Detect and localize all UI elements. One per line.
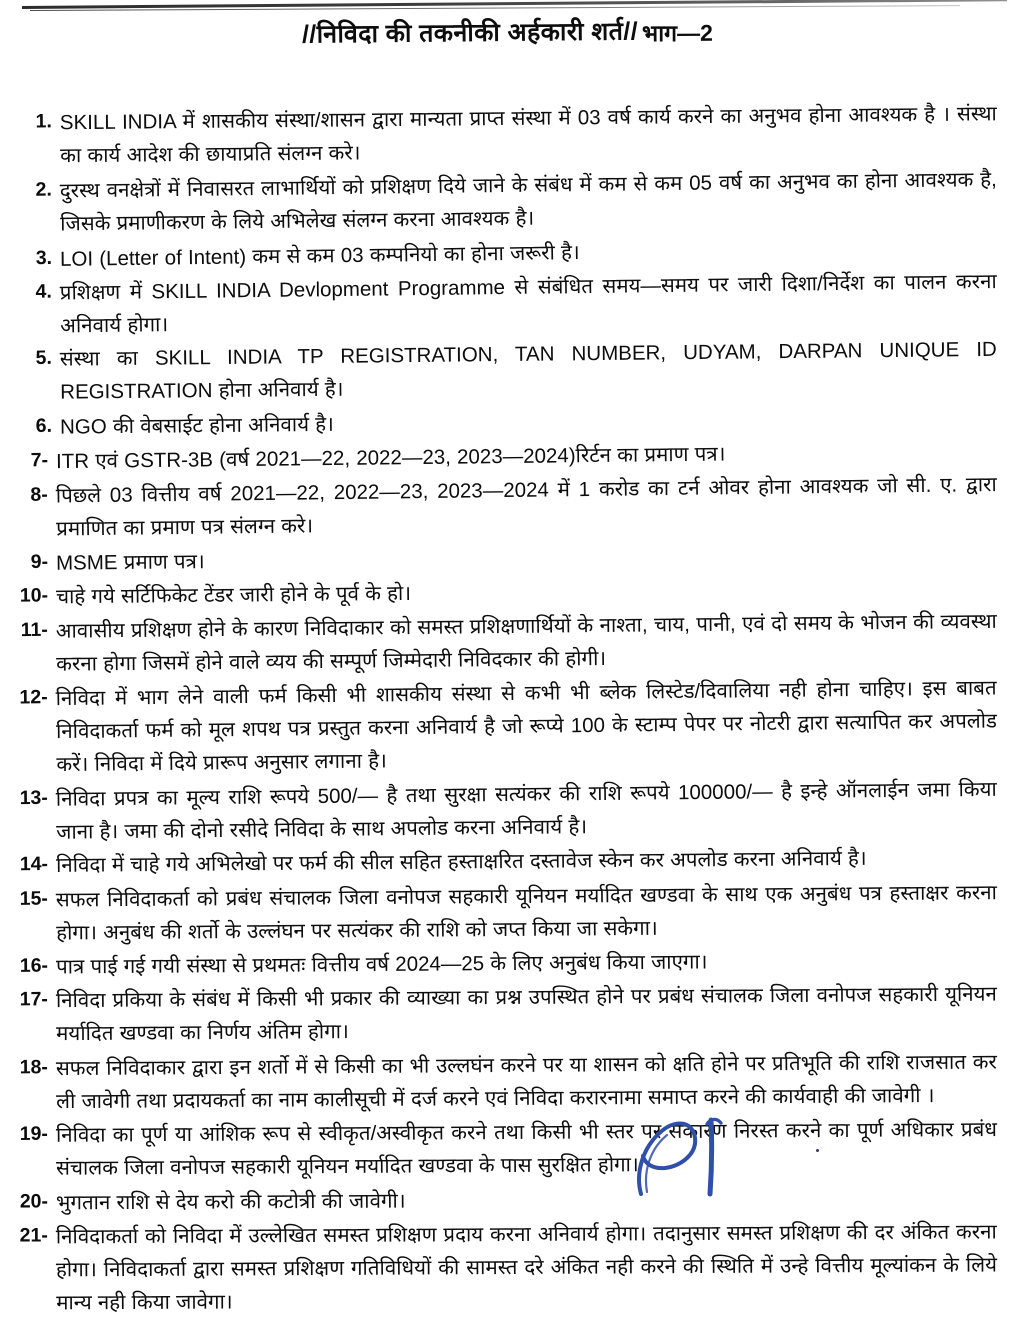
- condition-text: भुगतान राशि से देय करो की कटोत्री की जावेगी।: [55, 1189, 406, 1214]
- condition-item: [0, 1113, 1015, 1186]
- condition-number: 12-: [19, 686, 48, 709]
- condition-text: MSME प्रमाण पत्र।: [55, 549, 205, 575]
- condition-number: 8-: [30, 483, 48, 507]
- condition-text: सफल निविदाकर्ता को प्रबंध संचालक जिला वनोपज सहकारी यूनियन मर्यादित खण्डवा के साथ एक अनुबंध पत्र हस्ताक्षर करना होगा। अनुबंध की शर्तो के उल्लंघन पर सत्यंकर की राशि को जप्त किया जा सकेगा।: [55, 880, 997, 945]
- condition-text: ITR एवं GSTR-3B (वर्ष 2021—22, 2022—23, 2023—2024)रिर्टन का प्रमाण पत्र।: [55, 442, 726, 474]
- condition-number: 20-: [19, 1189, 49, 1213]
- condition-number: 11-: [20, 618, 48, 642]
- condition-item: [0, 97, 1015, 173]
- condition-text: संस्था का SKILL INDIA TP REGISTRATION, TAN NUMBER, UDYAM, DARPAN UNIQUE ID REGISTRATION होना अनिवार्य है।: [59, 338, 997, 405]
- signature-ink-dot: [816, 1149, 819, 1152]
- condition-number: 21-: [19, 1224, 48, 1247]
- condition-text: आवासीय प्रशिक्षण होने के कारण निविदाकार को समस्त प्रशिक्षणार्थियों के नाश्ता, चाय, पानी, एवं दो समय के भोजन की व्यवस्था करना होगा जिसमें होने वाले व्यय की सम्पूर्ण जिम्मेदारी निविदकार की होगी।: [55, 609, 997, 676]
- condition-text: पात्र पाई गई गयी संस्था से प्रथमतः वित्तीय वर्ष 2024—25 के लिए अनुबंध किया जाएगा।: [55, 950, 708, 979]
- condition-text: सफल निविदाकार द्वारा इन शर्तो में से किसी का भी उल्लघंन करने पर या शासन को क्षति होने पर प्रतिभूति की राशि राजसात कर ली जावेगी तथा प्रदायकर्ता का नाम कालीसूची में दर्ज करने एवं निविदा करारनामा समाप्त करने की कार्यवाही की जावेगी ।: [55, 1050, 997, 1114]
- condition-item: [0, 1215, 1015, 1320]
- condition-number: 1.: [35, 110, 52, 133]
- condition-number: 14-: [19, 853, 49, 876]
- condition-number: 4.: [35, 280, 52, 303]
- condition-text: NGO की वेबसाईट होना अनिवार्य है।: [59, 412, 335, 439]
- condition-item: [0, 605, 1015, 682]
- condition-number: 13-: [19, 786, 48, 810]
- condition-number: 3.: [35, 246, 53, 269]
- condition-item: [0, 1045, 1015, 1118]
- condition-text: निविदा में भाग लेने वाली फर्म किसी भी शासकीय संस्था से कभी भी ब्लेक लिस्टेड/दिवालिया नही होना चाहिए। इस बाबत निविदाकर्ता फर्म को मूल शपथ पत्र प्रस्तुत करना अनिवार्य है जो रूप्ये 100 के स्टाम्प पेपर पर नोटरी द्वारा सत्यापित कर अपलोड करें। निविदा में दिये प्रारूप अनुसार लगाना है।: [55, 676, 998, 777]
- document-subtitle: भाग—2: [642, 19, 714, 47]
- condition-item: [0, 773, 1015, 850]
- condition-number: 16-: [19, 954, 49, 977]
- condition-number: 5.: [35, 347, 52, 370]
- condition-text: दुरस्थ वनक्षेत्रों में निवासरत लाभार्थियों को प्रशिक्षण दिये जाने के संबंध में कम से कम 05 वर्ष का अनुभव का होना आवश्यक है, जिसके प्रमाणीकरण के लिये अभिलेख संलग्न करना आवश्यक है।: [59, 168, 997, 237]
- condition-number: 2.: [35, 178, 52, 202]
- condition-number: 18-: [19, 1055, 48, 1079]
- document-title: //निविदा की तकनीकी अर्हकारी शर्त//: [301, 17, 638, 49]
- condition-text: निविदा में चाहे गये अभिलेखो पर फर्म की सील सहित हस्ताक्षरित दस्तावेज स्केन कर अपलोड करना अनिवार्य है।: [55, 847, 867, 878]
- condition-text: LOI (Letter of Intent) कम से कम 03 कम्पनियो का होना जरूरी है।: [59, 240, 580, 271]
- condition-item: [0, 1181, 1015, 1220]
- condition-text: निविदाकर्ता को निविदा में उल्लेखित समस्त प्रशिक्षण प्रदाय करना अनिवार्य होगा। तदानुसार समस्त प्रशिक्षण की दर अंकित करना होगा। निविदाकर्ता द्वारा समस्त प्रशिक्षण गतिविधियों की सामस्त दरे अंकित नही करने की स्थिति में उन्हे वित्तीय मूल्यांकन के लिये मान्य नही किया जावेगा।: [55, 1220, 998, 1315]
- condition-item: [0, 672, 1015, 783]
- condition-text: प्रशिक्षण में SKILL INDIA Devlopment Programme से संबंधित समय—समय पर जारी दिशा/निर्देश का पालन करना अनिवार्य होगा।: [59, 270, 997, 338]
- condition-text: चाहे गये सर्टिफिकेट टेंडर जारी होने के पूर्व के हो।: [55, 581, 412, 609]
- condition-text: निविदा प्रपत्र का मूल्य राशि रूपये 500/— है तथा सुरक्षा सत्यंकर की राशि रूपये 100000/— है इन्हे ऑनलाईन जमा किया जाना है। जमा की दोनो रसीदे निविदा के साथ अपलोड करना अनिवार्य है।: [55, 777, 997, 844]
- condition-item: [0, 163, 1015, 242]
- condition-number: 7-: [30, 449, 49, 472]
- condition-item: [0, 333, 1015, 410]
- condition-number: 19-: [19, 1122, 48, 1146]
- condition-item: [0, 876, 1015, 950]
- condition-number: 6.: [35, 414, 53, 437]
- condition-number: 9-: [30, 550, 49, 573]
- condition-text: पिछले 03 वित्तीय वर्ष 2021—22, 2022—23, 2023—2024 में 1 करोड का टर्न ओवर होना आवश्यक जो सी. ए. द्वारा प्रमाणित का प्रमाण पत्र संलग्न करे।: [55, 473, 997, 541]
- condition-item: [0, 978, 1015, 1051]
- condition-number: 17-: [19, 988, 48, 1011]
- condition-number: 15-: [19, 887, 48, 910]
- conditions-list: [0, 102, 1015, 1318]
- document-header: [0, 14, 1015, 49]
- condition-text: निविदा प्रकिया के संबंध में किसी भी प्रकार की व्याख्या का प्रश्न उपस्थित होने पर प्रबंध संचालक जिला वनोपज सहकारी यूनियन मर्यादित खण्डवा का निर्णय अंतिम होगा।: [55, 982, 997, 1046]
- condition-item: [0, 468, 1015, 547]
- condition-text: SKILL INDIA में शासकीय संस्था/शासन द्वारा मान्यता प्राप्त संस्था में 03 वर्ष कार्य करने का अनुभव होना आवश्यक है । संस्था का कार्य आदेश की छायाप्रति संलग्न करे।: [59, 102, 997, 168]
- condition-number: 10-: [19, 584, 49, 607]
- condition-text: निविदा का पूर्ण या आंशिक रूप से स्वीकृत/अस्वीकृत करने तथा किसी भी स्तर पर सकारण निरस्त करने का पूर्ण अधिकार प्रबंध संचालक जिला वनोपज सहकारी यूनियन मर्यादित खण्डवा के पास सुरक्षित होगा।: [55, 1118, 997, 1181]
- condition-item: [0, 265, 1015, 344]
